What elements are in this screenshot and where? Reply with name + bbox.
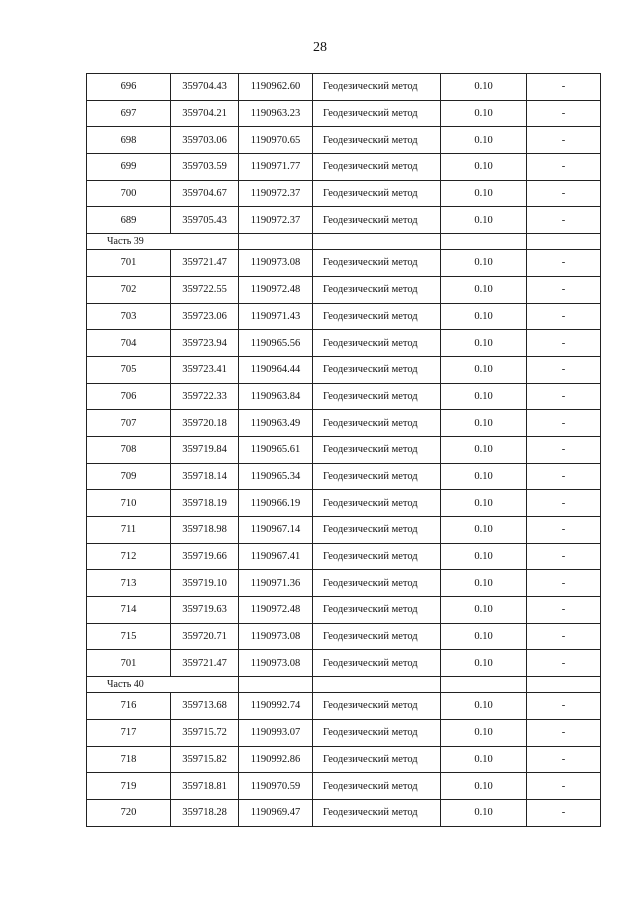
point-id-cell: 714 — [87, 597, 171, 624]
point-id-cell: 697 — [87, 100, 171, 127]
method-cell: Геодезический метод — [313, 100, 441, 127]
note-cell: - — [527, 207, 601, 234]
accuracy-cell: 0.10 — [441, 276, 527, 303]
table-row — [87, 383, 601, 410]
method-cell: Геодезический метод — [313, 127, 441, 154]
accuracy-cell: 0.10 — [441, 650, 527, 677]
note-cell: - — [527, 383, 601, 410]
method-cell: Геодезический метод — [313, 517, 441, 544]
y-coordinate-cell: 1190965.61 — [239, 436, 313, 463]
section-row — [87, 234, 601, 250]
accuracy-cell: 0.10 — [441, 799, 527, 826]
x-coordinate-cell: 359723.94 — [171, 330, 239, 357]
table-row — [87, 773, 601, 800]
y-coordinate-cell: 1190967.41 — [239, 543, 313, 570]
point-id-cell: 712 — [87, 543, 171, 570]
x-coordinate-cell: 359703.06 — [171, 127, 239, 154]
y-coordinate-cell: 1190969.47 — [239, 799, 313, 826]
point-id-cell: 702 — [87, 276, 171, 303]
y-coordinate-cell: 1190967.14 — [239, 517, 313, 544]
y-coordinate-cell: 1190992.74 — [239, 693, 313, 720]
table-row — [87, 100, 601, 127]
table-row — [87, 517, 601, 544]
point-id-cell: 689 — [87, 207, 171, 234]
table-row — [87, 719, 601, 746]
method-cell: Геодезический метод — [313, 154, 441, 181]
table-row — [87, 436, 601, 463]
table-row — [87, 410, 601, 437]
note-cell: - — [527, 463, 601, 490]
x-coordinate-cell: 359721.47 — [171, 650, 239, 677]
x-coordinate-cell: 359703.59 — [171, 154, 239, 181]
note-cell: - — [527, 303, 601, 330]
method-cell: Геодезический метод — [313, 276, 441, 303]
y-coordinate-cell: 1190972.37 — [239, 180, 313, 207]
x-coordinate-cell: 359718.19 — [171, 490, 239, 517]
method-cell: Геодезический метод — [313, 570, 441, 597]
accuracy-cell: 0.10 — [441, 693, 527, 720]
table-row — [87, 490, 601, 517]
accuracy-cell: 0.10 — [441, 543, 527, 570]
method-cell: Геодезический метод — [313, 650, 441, 677]
note-cell: - — [527, 154, 601, 181]
method-cell: Геодезический метод — [313, 693, 441, 720]
x-coordinate-cell: 359713.68 — [171, 693, 239, 720]
y-coordinate-cell: 1190972.48 — [239, 597, 313, 624]
method-cell: Геодезический метод — [313, 410, 441, 437]
point-id-cell: 700 — [87, 180, 171, 207]
note-cell: - — [527, 74, 601, 101]
empty-cell — [441, 677, 527, 693]
accuracy-cell: 0.10 — [441, 436, 527, 463]
accuracy-cell: 0.10 — [441, 597, 527, 624]
y-coordinate-cell: 1190963.23 — [239, 100, 313, 127]
method-cell: Геодезический метод — [313, 207, 441, 234]
table-row — [87, 650, 601, 677]
x-coordinate-cell: 359704.21 — [171, 100, 239, 127]
note-cell: - — [527, 100, 601, 127]
y-coordinate-cell: 1190970.65 — [239, 127, 313, 154]
method-cell: Геодезический метод — [313, 490, 441, 517]
table-row — [87, 276, 601, 303]
point-id-cell: 710 — [87, 490, 171, 517]
y-coordinate-cell: 1190964.44 — [239, 356, 313, 383]
x-coordinate-cell: 359723.41 — [171, 356, 239, 383]
table-row — [87, 799, 601, 826]
x-coordinate-cell: 359722.55 — [171, 276, 239, 303]
accuracy-cell: 0.10 — [441, 154, 527, 181]
accuracy-cell: 0.10 — [441, 463, 527, 490]
note-cell: - — [527, 180, 601, 207]
table-row — [87, 250, 601, 277]
method-cell: Геодезический метод — [313, 773, 441, 800]
note-cell: - — [527, 410, 601, 437]
point-id-cell: 708 — [87, 436, 171, 463]
point-id-cell: 707 — [87, 410, 171, 437]
y-coordinate-cell: 1190966.19 — [239, 490, 313, 517]
note-cell: - — [527, 746, 601, 773]
method-cell: Геодезический метод — [313, 436, 441, 463]
y-coordinate-cell: 1190971.36 — [239, 570, 313, 597]
accuracy-cell: 0.10 — [441, 746, 527, 773]
coordinates-table-body — [87, 74, 601, 827]
note-cell: - — [527, 250, 601, 277]
accuracy-cell: 0.10 — [441, 773, 527, 800]
table-row — [87, 180, 601, 207]
accuracy-cell: 0.10 — [441, 356, 527, 383]
method-cell: Геодезический метод — [313, 250, 441, 277]
method-cell: Геодезический метод — [313, 463, 441, 490]
method-cell: Геодезический метод — [313, 330, 441, 357]
x-coordinate-cell: 359719.63 — [171, 597, 239, 624]
table-row — [87, 570, 601, 597]
accuracy-cell: 0.10 — [441, 570, 527, 597]
accuracy-cell: 0.10 — [441, 623, 527, 650]
note-cell: - — [527, 719, 601, 746]
x-coordinate-cell: 359723.06 — [171, 303, 239, 330]
x-coordinate-cell: 359705.43 — [171, 207, 239, 234]
point-id-cell: 715 — [87, 623, 171, 650]
point-id-cell: 701 — [87, 250, 171, 277]
note-cell: - — [527, 570, 601, 597]
method-cell: Геодезический метод — [313, 356, 441, 383]
point-id-cell: 706 — [87, 383, 171, 410]
empty-cell — [313, 677, 441, 693]
x-coordinate-cell: 359704.67 — [171, 180, 239, 207]
coordinates-table — [86, 73, 601, 827]
x-coordinate-cell: 359719.84 — [171, 436, 239, 463]
note-cell: - — [527, 650, 601, 677]
point-id-cell: 713 — [87, 570, 171, 597]
section-label: Часть 40 — [87, 677, 239, 693]
accuracy-cell: 0.10 — [441, 517, 527, 544]
x-coordinate-cell: 359715.82 — [171, 746, 239, 773]
y-coordinate-cell: 1190972.37 — [239, 207, 313, 234]
x-coordinate-cell: 359720.71 — [171, 623, 239, 650]
x-coordinate-cell: 359704.43 — [171, 74, 239, 101]
point-id-cell: 709 — [87, 463, 171, 490]
point-id-cell: 699 — [87, 154, 171, 181]
accuracy-cell: 0.10 — [441, 303, 527, 330]
table-row — [87, 746, 601, 773]
note-cell: - — [527, 693, 601, 720]
y-coordinate-cell: 1190962.60 — [239, 74, 313, 101]
method-cell: Геодезический метод — [313, 74, 441, 101]
point-id-cell: 698 — [87, 127, 171, 154]
table-row — [87, 127, 601, 154]
method-cell: Геодезический метод — [313, 719, 441, 746]
note-cell: - — [527, 490, 601, 517]
x-coordinate-cell: 359719.10 — [171, 570, 239, 597]
x-coordinate-cell: 359718.98 — [171, 517, 239, 544]
accuracy-cell: 0.10 — [441, 330, 527, 357]
method-cell: Геодезический метод — [313, 383, 441, 410]
y-coordinate-cell: 1190973.08 — [239, 650, 313, 677]
y-coordinate-cell: 1190963.84 — [239, 383, 313, 410]
section-row — [87, 677, 601, 693]
x-coordinate-cell: 359719.66 — [171, 543, 239, 570]
point-id-cell: 703 — [87, 303, 171, 330]
y-coordinate-cell: 1190965.56 — [239, 330, 313, 357]
empty-cell — [239, 234, 313, 250]
method-cell: Геодезический метод — [313, 303, 441, 330]
y-coordinate-cell: 1190992.86 — [239, 746, 313, 773]
point-id-cell: 717 — [87, 719, 171, 746]
table-row — [87, 463, 601, 490]
method-cell: Геодезический метод — [313, 543, 441, 570]
note-cell: - — [527, 597, 601, 624]
note-cell: - — [527, 356, 601, 383]
table-row — [87, 623, 601, 650]
y-coordinate-cell: 1190963.49 — [239, 410, 313, 437]
point-id-cell: 705 — [87, 356, 171, 383]
point-id-cell: 711 — [87, 517, 171, 544]
note-cell: - — [527, 127, 601, 154]
y-coordinate-cell: 1190973.08 — [239, 623, 313, 650]
y-coordinate-cell: 1190965.34 — [239, 463, 313, 490]
note-cell: - — [527, 799, 601, 826]
accuracy-cell: 0.10 — [441, 180, 527, 207]
section-label: Часть 39 — [87, 234, 239, 250]
note-cell: - — [527, 330, 601, 357]
accuracy-cell: 0.10 — [441, 74, 527, 101]
page-number: 28 — [313, 40, 327, 55]
table-row — [87, 207, 601, 234]
y-coordinate-cell: 1190971.43 — [239, 303, 313, 330]
table-row — [87, 693, 601, 720]
table-row — [87, 74, 601, 101]
table-row — [87, 543, 601, 570]
note-cell: - — [527, 436, 601, 463]
table-row — [87, 356, 601, 383]
point-id-cell: 719 — [87, 773, 171, 800]
note-cell: - — [527, 276, 601, 303]
note-cell: - — [527, 543, 601, 570]
x-coordinate-cell: 359720.18 — [171, 410, 239, 437]
accuracy-cell: 0.10 — [441, 383, 527, 410]
table-row — [87, 303, 601, 330]
accuracy-cell: 0.10 — [441, 207, 527, 234]
empty-cell — [527, 677, 601, 693]
method-cell: Геодезический метод — [313, 799, 441, 826]
empty-cell — [527, 234, 601, 250]
empty-cell — [441, 234, 527, 250]
x-coordinate-cell: 359718.81 — [171, 773, 239, 800]
y-coordinate-cell: 1190973.08 — [239, 250, 313, 277]
x-coordinate-cell: 359722.33 — [171, 383, 239, 410]
method-cell: Геодезический метод — [313, 623, 441, 650]
table-row — [87, 597, 601, 624]
x-coordinate-cell: 359715.72 — [171, 719, 239, 746]
accuracy-cell: 0.10 — [441, 100, 527, 127]
y-coordinate-cell: 1190970.59 — [239, 773, 313, 800]
table-row — [87, 330, 601, 357]
x-coordinate-cell: 359718.14 — [171, 463, 239, 490]
point-id-cell: 704 — [87, 330, 171, 357]
point-id-cell: 696 — [87, 74, 171, 101]
note-cell: - — [527, 517, 601, 544]
point-id-cell: 720 — [87, 799, 171, 826]
y-coordinate-cell: 1190971.77 — [239, 154, 313, 181]
accuracy-cell: 0.10 — [441, 127, 527, 154]
empty-cell — [239, 677, 313, 693]
point-id-cell: 701 — [87, 650, 171, 677]
point-id-cell: 716 — [87, 693, 171, 720]
table-row — [87, 154, 601, 181]
accuracy-cell: 0.10 — [441, 490, 527, 517]
accuracy-cell: 0.10 — [441, 719, 527, 746]
x-coordinate-cell: 359721.47 — [171, 250, 239, 277]
note-cell: - — [527, 773, 601, 800]
empty-cell — [313, 234, 441, 250]
y-coordinate-cell: 1190972.48 — [239, 276, 313, 303]
y-coordinate-cell: 1190993.07 — [239, 719, 313, 746]
method-cell: Геодезический метод — [313, 746, 441, 773]
accuracy-cell: 0.10 — [441, 410, 527, 437]
x-coordinate-cell: 359718.28 — [171, 799, 239, 826]
method-cell: Геодезический метод — [313, 597, 441, 624]
method-cell: Геодезический метод — [313, 180, 441, 207]
note-cell: - — [527, 623, 601, 650]
point-id-cell: 718 — [87, 746, 171, 773]
accuracy-cell: 0.10 — [441, 250, 527, 277]
